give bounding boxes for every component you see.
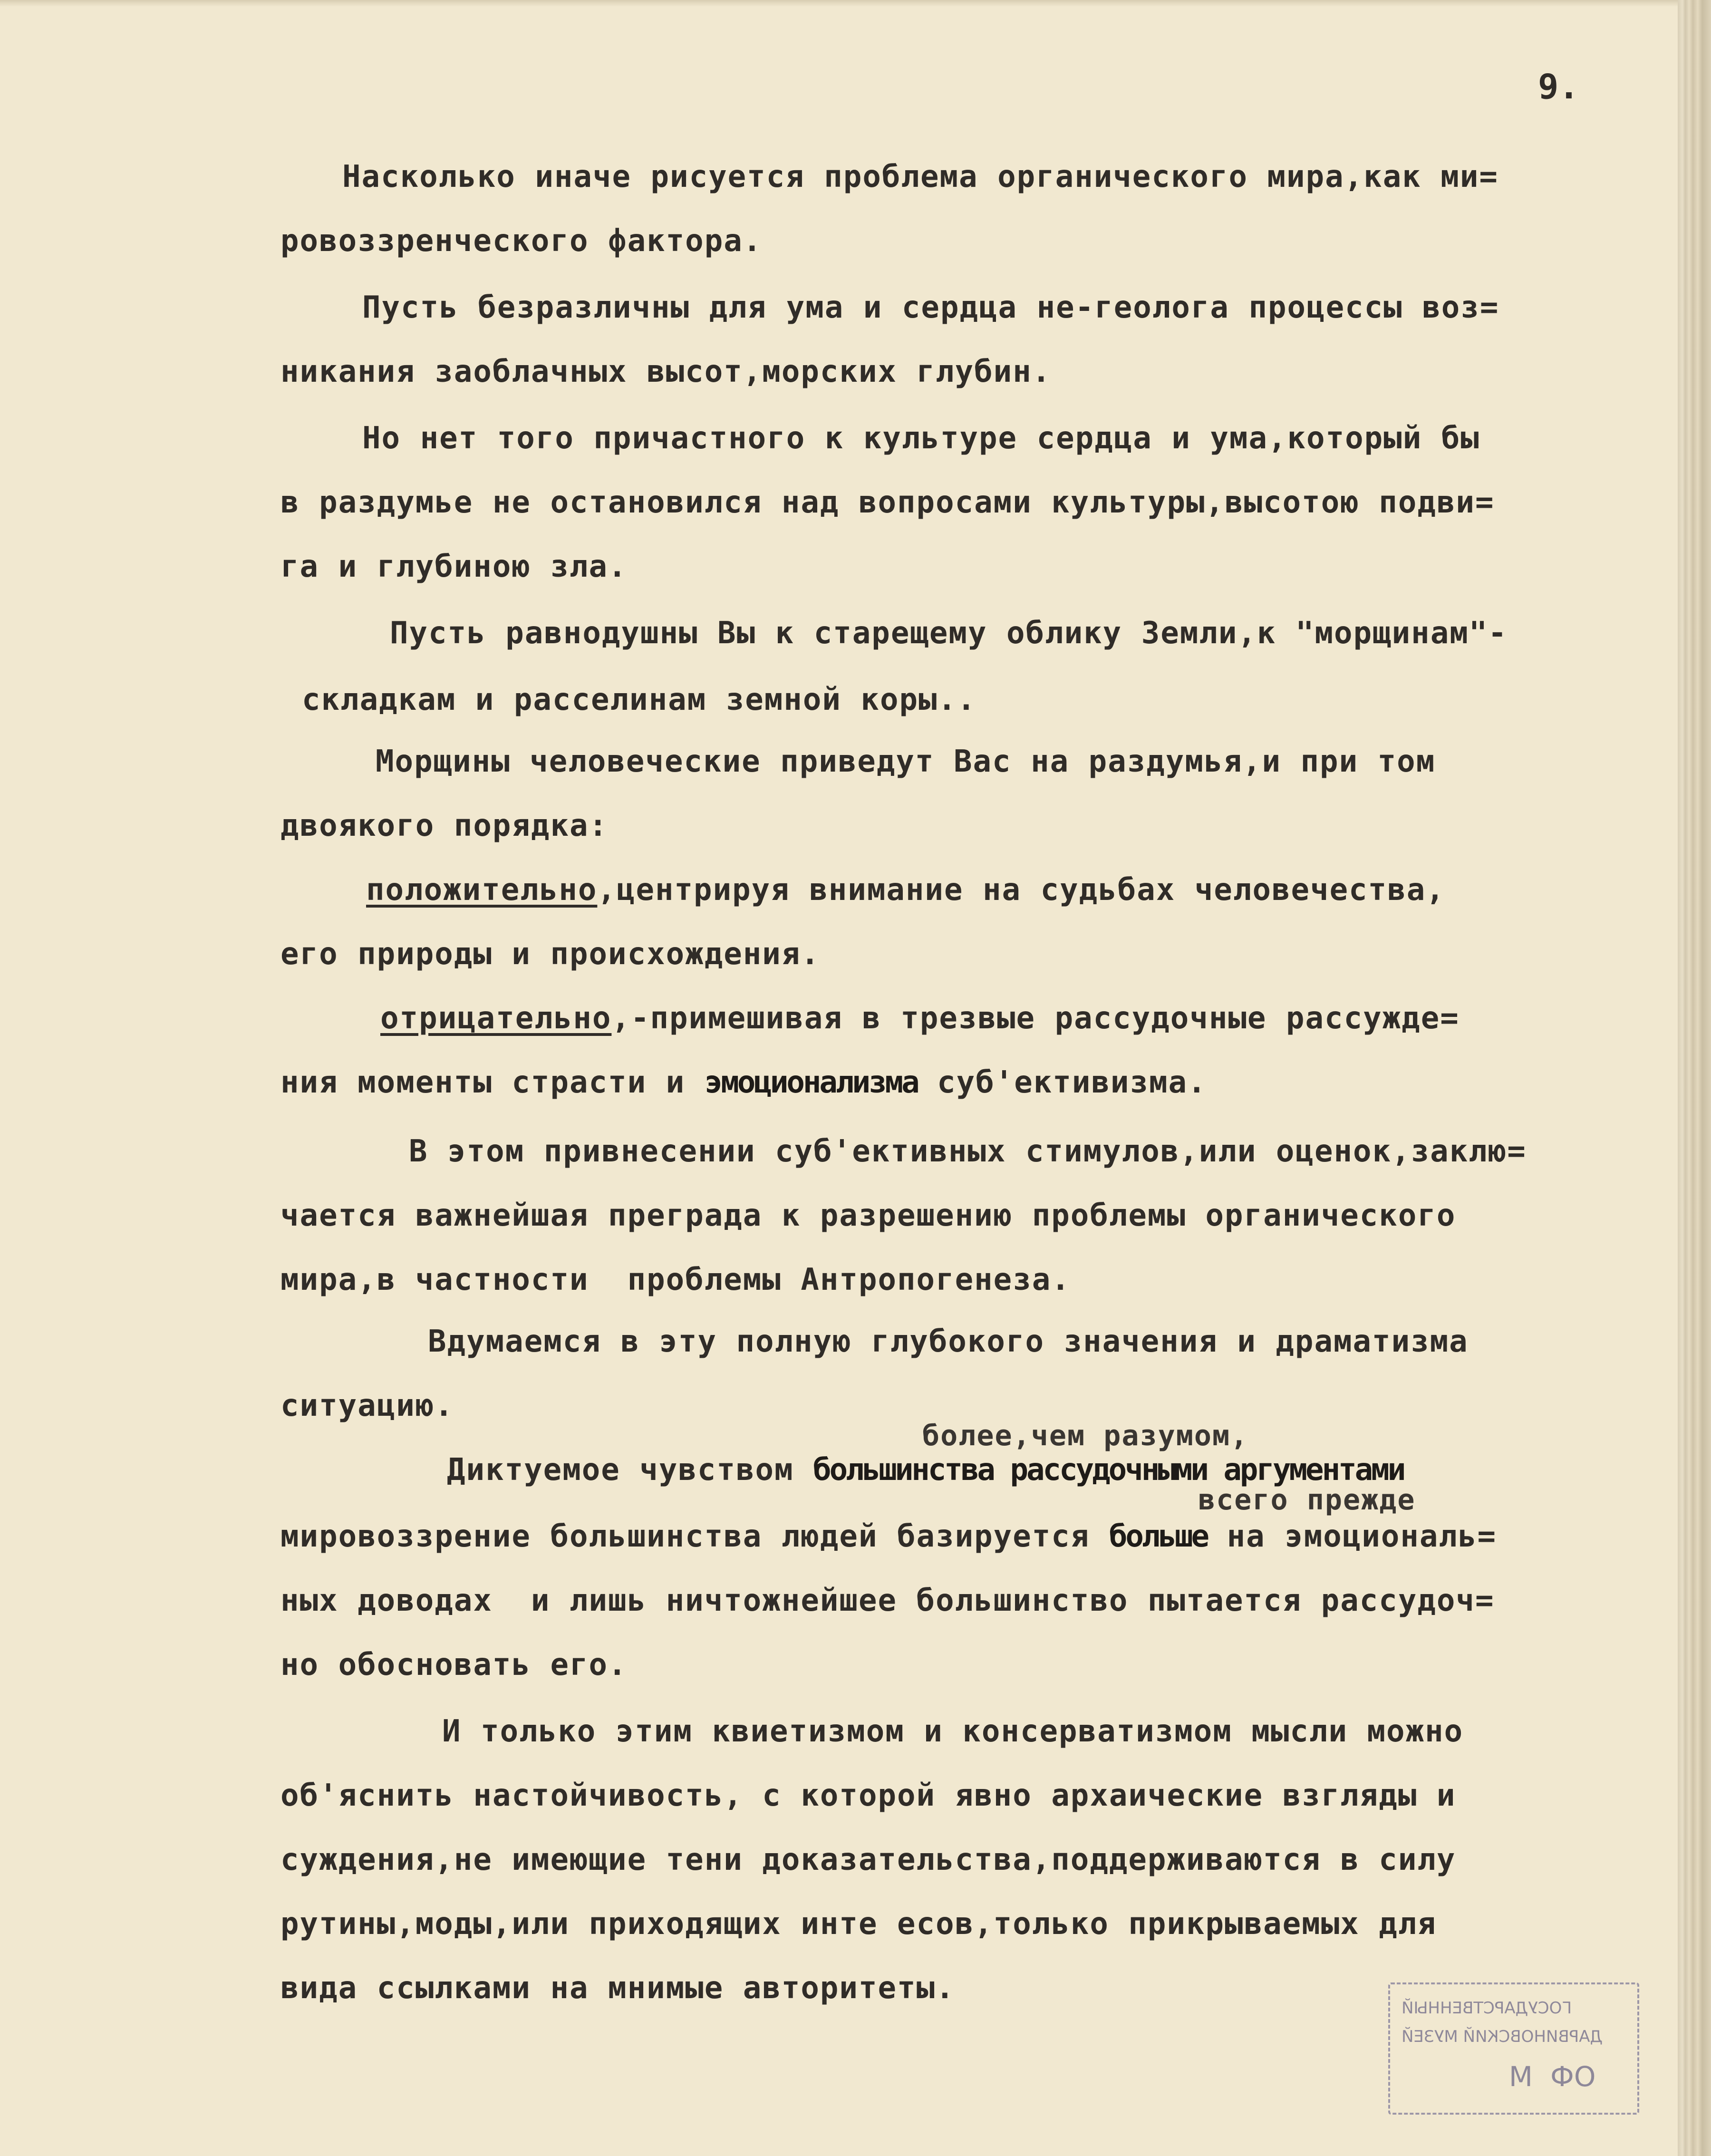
stamp-line: ДАРВИНОВСКИЙ МУЗЕЙ <box>1402 2027 1603 2046</box>
underlined-keyword: положительно <box>366 872 598 908</box>
text-fragment: ,центрируя внимание на судьбах человечества, <box>597 872 1445 908</box>
text-line: об'яснить настойчивость, с которой явно архаические взгляды и <box>280 1778 1456 1813</box>
text-line: га и глубиною зла. <box>280 549 628 584</box>
underlined-keyword: отрицательно <box>380 1001 612 1036</box>
text-line: Но нет того причастного к культуре сердца и ума,который бы <box>362 421 1480 456</box>
text-fragment: Диктуемое чувством <box>447 1452 813 1488</box>
text-line: Пусть равнодушны Вы к старещему облику Земли,к "морщинам"- <box>390 616 1508 651</box>
text-line: вида ссылками на мнимые авторитеты. <box>280 1971 955 2006</box>
text-line: Морщины человеческие приведут Вас на раздумья,и при том <box>376 744 1436 779</box>
text-fragment: ния моменты страсти и <box>280 1065 705 1100</box>
text-line <box>366 872 1445 908</box>
page-number: 9. <box>1538 67 1579 106</box>
text-line <box>380 1003 1460 1034</box>
paper-top-edge <box>0 0 1711 7</box>
text-line: рутины,моды,или приходящих инте есов,только прикрываемых для <box>280 1906 1437 1942</box>
text-line: И только этим квиетизмом и консерватизмом мысли можно <box>442 1714 1464 1749</box>
text-fragment: суб'ективизма. <box>918 1065 1207 1100</box>
text-line <box>280 1521 1497 1552</box>
text-line <box>447 1452 1404 1488</box>
text-line: мира,в частности проблемы Антропогенеза. <box>280 1262 1071 1297</box>
text-line: чается важнейшая преграда к разрешению проблемы органического <box>280 1198 1456 1233</box>
text-line: В этом привнесении суб'ективных стимулов,или оценок,заклю= <box>409 1134 1527 1169</box>
text-line: суждения,не имеющие тени доказательства,поддерживаются в силу <box>280 1842 1456 1877</box>
text-fragment: на эмоциональ= <box>1208 1519 1497 1554</box>
text-line: Пусть безразличны для ума и сердца не-геолога процессы воз= <box>362 290 1499 325</box>
text-line <box>280 1067 1207 1098</box>
text-fragment: мировоззрение большинства людей базируется <box>280 1519 1109 1554</box>
text-line: ных доводах и лишь ничтожнейшее большинство пытается рассудоч= <box>280 1583 1495 1618</box>
text-line: ровоззренческого фактора. <box>280 223 763 259</box>
stamp-line: ОФ М <box>1509 2060 1596 2093</box>
struck-out-text: большинства рассудочными аргументами <box>813 1452 1404 1488</box>
text-line: двоякого порядка: <box>280 808 609 843</box>
text-line: в раздумье не остановился над вопросами культуры,высотою подви= <box>280 485 1495 520</box>
text-line: Вдумаемся в эту полную глубокого значения и драматизма <box>428 1324 1469 1359</box>
text-line: складкам и расселинам земной коры.. <box>302 682 976 717</box>
text-line: Насколько иначе рисуется проблема органического мира,как ми= <box>342 159 1498 194</box>
text-fragment: ,-примешивая в трезвые рассудочные рассужде= <box>611 1001 1460 1036</box>
text-line: его природы и происхождения. <box>280 937 820 972</box>
text-line: никания заоблачных высот,морских глубин. <box>280 354 1052 389</box>
struck-out-text: эмоционализма <box>704 1065 918 1100</box>
struck-out-text: больше <box>1109 1519 1208 1554</box>
text-line: но обосновать его. <box>280 1647 628 1682</box>
handwritten-insertion: более,чем разумом, <box>922 1419 1249 1452</box>
archive-stamp <box>1388 1982 1639 2115</box>
handwritten-insertion: всего прежде <box>1198 1483 1416 1517</box>
text-line: ситуацию. <box>280 1388 454 1423</box>
stamp-line: ГОСУДАРСТВЕННЫЙ <box>1402 1999 1572 2018</box>
paper-right-edge <box>1678 0 1711 2156</box>
